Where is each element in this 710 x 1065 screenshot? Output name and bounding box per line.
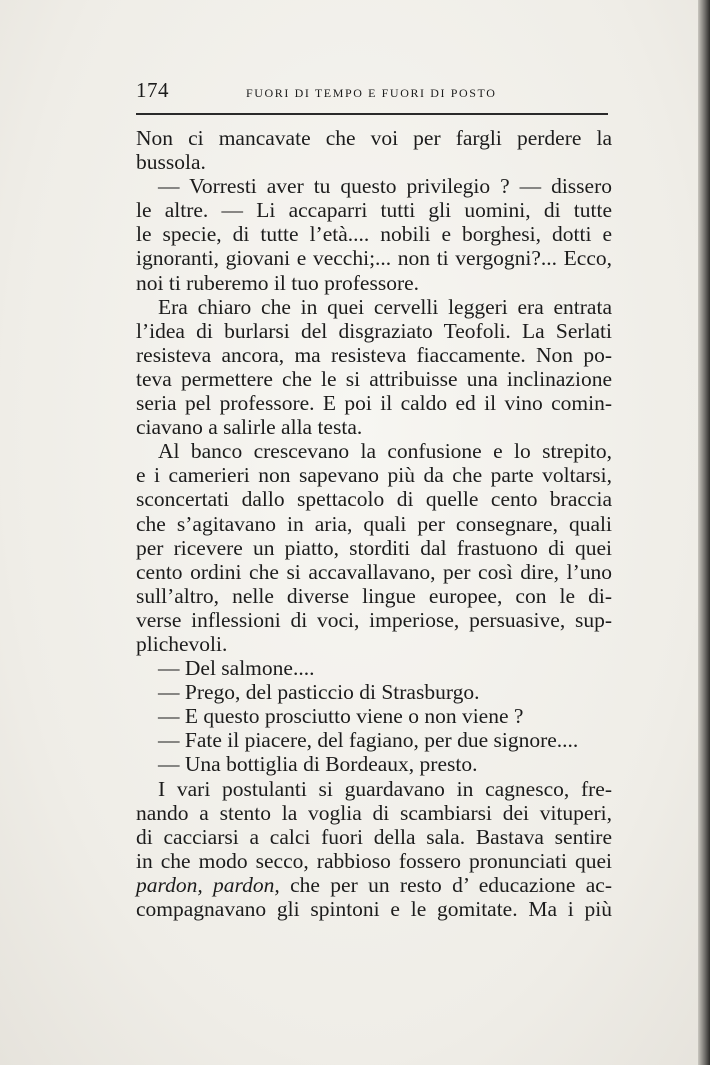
text-line: che s’agitavano in aria, quali per consegnare, quali bbox=[136, 511, 612, 536]
page-header bbox=[136, 76, 608, 106]
text-line: cento ordini che si accavallavano, per così dire, l’uno bbox=[136, 559, 612, 584]
text-line: Al banco crescevano la confusione e lo strepito, bbox=[158, 439, 612, 464]
text-line: di cacciarsi a calci fuori della sala. Bastava sentire bbox=[136, 824, 612, 849]
text-line: — Del salmone.... bbox=[158, 656, 315, 681]
line-rest: che per un resto d’ educazione ac- bbox=[279, 872, 613, 897]
text-line: — Fate il piacere, del fagiano, per due signore.... bbox=[158, 728, 579, 753]
running-title: FUORI DI TEMPO E FUORI DI POSTO bbox=[246, 86, 497, 100]
text-line: e i camerieri non sapevano più da che parte voltarsi, bbox=[136, 463, 612, 488]
book-spine-shadow bbox=[698, 0, 710, 1065]
text-line: noi ti ruberemo il tuo professore. bbox=[136, 270, 420, 295]
text-line: ignoranti, giovani e vecchi;... non ti vergogni?... Ecco, bbox=[136, 246, 612, 271]
text-line: teva permettere che le si attribuisse una inclinazione bbox=[136, 366, 612, 391]
text-line: ciavano a salirle alla testa. bbox=[136, 415, 363, 440]
text-line: le altre. — Li accaparri tutti gli uomini, di tutte bbox=[136, 198, 612, 223]
text-line: seria pel professore. E poi il caldo ed il vino comin- bbox=[136, 391, 612, 416]
text-line: — E questo prosciutto viene o non viene ? bbox=[158, 704, 524, 729]
text-line bbox=[136, 873, 612, 897]
text-line: nando a stento la voglia di scambiarsi dei vituperi, bbox=[136, 800, 612, 825]
body-text bbox=[136, 126, 612, 921]
header-rule bbox=[136, 113, 608, 115]
text-line: — Una bottiglia di Bordeaux, presto. bbox=[158, 752, 478, 777]
text-line: compagnavano gli spintoni e le gomitate. Ma i più bbox=[136, 897, 612, 921]
text-line: in che modo secco, rabbioso fossero pronunciati quei bbox=[136, 848, 612, 873]
text-line: I vari postulanti si guardavano in cagnesco, fre- bbox=[158, 776, 612, 801]
text-line: Era chiaro che in quei cervelli leggeri era entrata bbox=[158, 294, 612, 319]
text-line: verse inflessioni di voci, imperiose, persuasive, sup- bbox=[136, 607, 612, 632]
text-line: — Vorresti aver tu questo privilegio ? — dissero bbox=[158, 174, 612, 199]
text-line: le specie, di tutte l’età.... nobili e borghesi, dotti e bbox=[136, 222, 612, 247]
text-line: plichevoli. bbox=[136, 631, 228, 656]
text-line: sconcertati dallo spettacolo di quelle cento braccia bbox=[136, 487, 612, 512]
text-line: l’idea di burlarsi del disgraziato Teofoli. La Serlati bbox=[136, 318, 612, 343]
text-line: resisteva ancora, ma resisteva fiaccamente. Non po- bbox=[136, 342, 612, 367]
text-line: bussola. bbox=[136, 150, 206, 175]
text-line: Non ci mancavate che voi per fargli perdere la bbox=[136, 126, 612, 150]
page-number: 174 bbox=[136, 78, 169, 102]
text-line: per ricevere un piatto, storditi dal frastuono di quei bbox=[136, 535, 612, 560]
italic-phrase: pardon, pardon, bbox=[136, 872, 280, 897]
text-line: sull’altro, nelle diverse lingue europee, con le di- bbox=[136, 583, 612, 608]
text-line: — Prego, del pasticcio di Strasburgo. bbox=[158, 680, 480, 705]
